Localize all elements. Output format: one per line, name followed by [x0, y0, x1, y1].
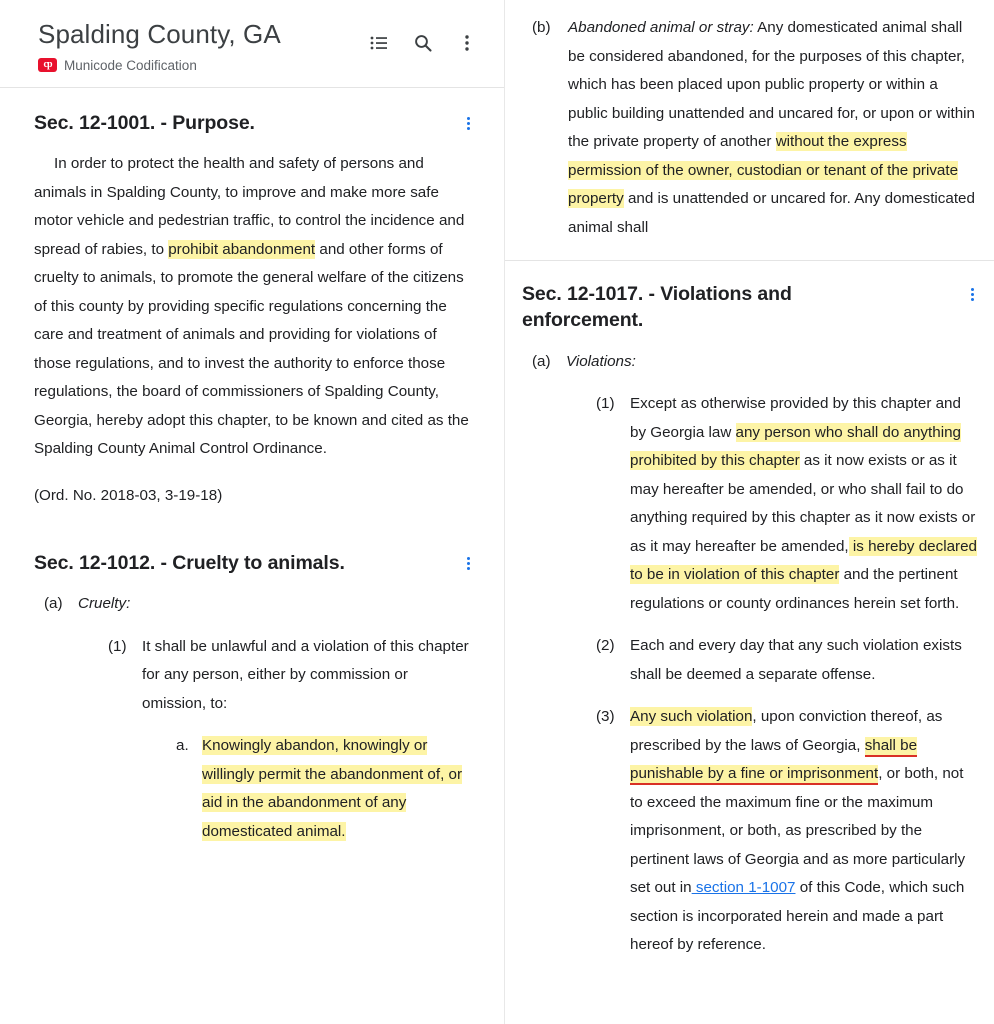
- list-item: [590, 632, 980, 689]
- list-text: [142, 633, 476, 847]
- section-title: Sec. 12-1012. - Cruelty to animals.: [34, 551, 345, 574]
- left-content: [0, 88, 504, 846]
- text-part: of this Code, which such section is incorporated herein and made a part hereof by reference.: [630, 879, 965, 954]
- list-paragraph: It shall be unlawful and a violation of this chapter for any person, either by commission or omission, to:: [142, 637, 469, 712]
- list-item: [170, 732, 476, 846]
- paragraph-pre: In order to protect the health and safety of persons and animals in Spalding County, to improve and make more safe motor vehicle and pedestrian traffic, to control the incidence and spread of rabies, to: [34, 155, 465, 258]
- section-12-1017: [504, 261, 994, 960]
- list-text: Each and every day that any such violation exists shall be deemed a separate offense.: [630, 637, 962, 683]
- text-part: , or both, not to exceed the maximum fine or the maximum imprisonment, or both, as prescribed by the pertinent laws of Georgia and as more particularly set out in: [630, 765, 966, 897]
- brand-subtitle: [38, 58, 281, 73]
- section-heading-row: [34, 110, 476, 136]
- highlight-any-such-violation: Any such violation: [630, 708, 753, 726]
- paragraph-post: and other forms of cruelty to animals, to promote the general welfare of the citizens of this county by providing specific regulations concerning the care and treatment of animals and providing for violations of those regulations, and to invest the authority to enforce those regulations, the board of commissioners of Spalding County, Georgia, hereby adopt this chapter, to be known and cited as the Spalding County Animal Control Ordinance.: [34, 240, 469, 458]
- section-menu-icon[interactable]: [457, 110, 476, 120]
- highlight-prohibit-abandonment: prohibit abandonment: [168, 240, 316, 258]
- municode-logo-icon: cp: [38, 58, 57, 72]
- section-12-1001: [34, 110, 476, 510]
- defined-term: Violations:: [566, 352, 636, 370]
- list-level-number: [102, 633, 476, 847]
- highlight-declared-violation: is hereby declared to be in violation of this chapter: [630, 537, 977, 584]
- list-item: [34, 590, 476, 846]
- list-marker: (3): [596, 708, 615, 726]
- list-text: [568, 14, 976, 242]
- section-title: Sec. 12-1017. - Violations and enforcement.: [522, 283, 792, 332]
- section-1-1007-link[interactable]: section 1-1007: [691, 879, 796, 897]
- section-title: Sec. 12-1001. - Purpose.: [34, 111, 255, 134]
- highlight-any-person: any person who shall do anything prohibited by this chapter: [630, 423, 961, 470]
- list-marker: (1): [596, 395, 615, 413]
- section-menu-icon[interactable]: [457, 550, 476, 560]
- section-heading-row: [522, 281, 980, 334]
- overflow-menu-icon[interactable]: [456, 32, 478, 54]
- column-divider: [504, 0, 505, 1024]
- list-level-alpha: [170, 732, 476, 846]
- search-icon[interactable]: [412, 32, 434, 54]
- right-top-block: [504, 0, 994, 261]
- text-part: , upon conviction thereof, as prescribed by the laws of Georgia,: [630, 708, 943, 754]
- defined-term: Cruelty:: [78, 595, 131, 613]
- list-marker: (b): [532, 19, 551, 36]
- section-heading-row: [34, 550, 476, 576]
- site-header: [0, 0, 504, 88]
- brand-block: [38, 18, 281, 73]
- list-icon[interactable]: [368, 32, 390, 54]
- list-text: [202, 732, 476, 846]
- list-text: [566, 348, 980, 960]
- header-actions: [368, 18, 484, 54]
- page-title: Spalding County, GA: [38, 19, 281, 49]
- text-part: Except as otherwise provided by this chapter and by Georgia law: [630, 395, 961, 441]
- section-paragraph: [34, 150, 476, 464]
- list-marker: a.: [176, 737, 189, 755]
- section-12-1012: [34, 550, 476, 846]
- list-marker: (2): [596, 637, 615, 655]
- defined-term: Abandoned animal or stray:: [568, 19, 754, 36]
- paragraph-pre: Any domesticated animal shall be considered abandoned, for the purposes of this chapter, which has been placed upon public property or within a public building unattended and uncared for, or upon or within the private property of another: [568, 19, 975, 150]
- list-item: [522, 14, 976, 242]
- highlight-permission-clause: without the express permission of the owner, custodian or tenant of the private property: [568, 133, 959, 207]
- highlight-abandonment-clause: Knowingly abandon, knowingly or willingly permit the abandonment of, or aid in the abandonment of any domesticated animal.: [202, 737, 463, 840]
- list-level-a: [34, 590, 476, 846]
- brand-subtitle-label: Municode Codification: [64, 57, 197, 73]
- text-part: and the pertinent regulations or county ordinances herein set forth.: [630, 566, 960, 612]
- list-marker: (1): [108, 637, 127, 655]
- list-marker: (a): [44, 595, 63, 613]
- paragraph-post: and is unattended or uncared for. Any domesticated animal shall: [568, 190, 975, 236]
- list-item: [522, 348, 980, 960]
- list-item: [102, 633, 476, 847]
- list-item: [590, 703, 980, 960]
- list-text: [78, 590, 476, 846]
- right-column: [504, 0, 994, 1024]
- list-text: [630, 703, 980, 960]
- text-part: as it now exists or as it may hereafter be amended, or who shall fail to do anything required by this chapter as it now exists or as it may hereafter be amended,: [630, 452, 976, 555]
- list-item: [590, 390, 980, 618]
- section-menu-icon[interactable]: [961, 281, 980, 291]
- list-level-a: [522, 348, 980, 960]
- list-text: [630, 390, 980, 618]
- list-level-number: [590, 390, 980, 960]
- highlight-punishable-clause: shall be punishable by a fine or imprisonment: [630, 737, 917, 786]
- ordinance-citation: (Ord. No. 2018-03, 3-19-18): [34, 486, 223, 504]
- list-marker: (a): [532, 352, 551, 370]
